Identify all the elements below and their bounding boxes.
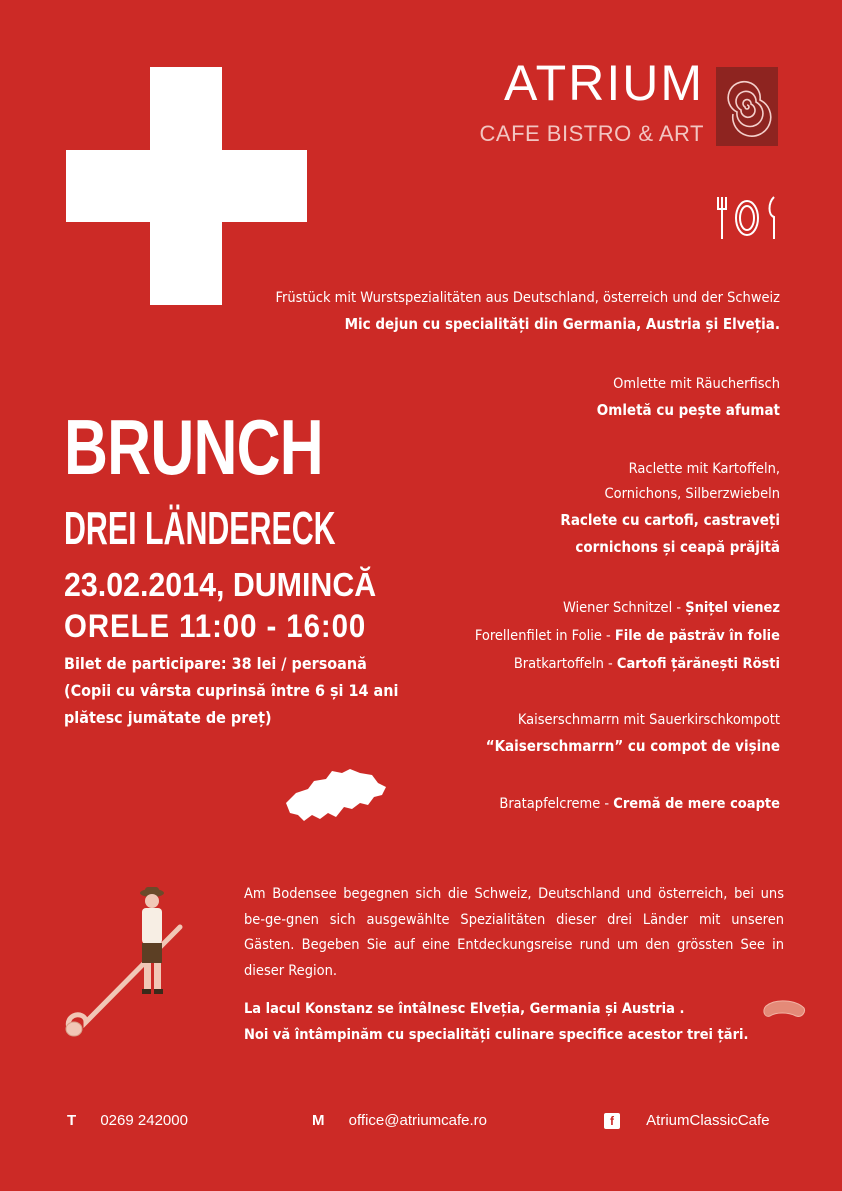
sausage-icon — [762, 996, 808, 1029]
menu-item-de: Kaiserschmarrn mit Sauerkirschkompott — [517, 712, 780, 728]
footer-email — [312, 1111, 487, 1131]
menu-item-de: Cornichons, Silberzwiebeln — [604, 486, 780, 502]
facebook-icon: f — [604, 1113, 620, 1129]
ticket-price: Bilet de participare: 38 lei / persoană — [64, 654, 367, 673]
about-text-de: Am Bodensee begegnen sich die Schweiz, Deutschland und österreich, bei uns be-ge-gnen sich ausgewählte Spezialitäten dieser drei Länder mit unseren Gästen. Begeben Sie auf eine Entdeckungsreise rund um den grössten See in dieser Region. — [244, 886, 784, 979]
menu-item-de: Früstück mit Wurstspezialitäten aus Deutschland, österreich und der Schweiz — [275, 290, 780, 306]
facebook-link[interactable]: AtriumClassicCafe — [646, 1112, 770, 1129]
alphorn-player-icon — [60, 885, 190, 1050]
menu-breakfast — [260, 286, 780, 338]
email-link[interactable]: office@atriumcafe.ro — [348, 1112, 488, 1129]
children-note: (Copii cu vârsta cuprinsă între 6 și 14 ani plătesc jumătate de preț) — [64, 681, 399, 727]
menu-item-de: Bratkartoffeln - — [513, 656, 617, 672]
menu-item-ro — [260, 733, 780, 760]
menu-item-de: Forellenfilet in Folie - — [474, 628, 615, 644]
spiral-logo-icon — [716, 67, 778, 146]
event-hours: ORELE 11:00 - 16:00 — [64, 608, 367, 644]
about-text-ro — [244, 997, 784, 1048]
menu-item-de: Bratapfelcreme - — [499, 796, 614, 812]
event-title: BRUNCH — [64, 403, 323, 491]
event-ticket-info — [64, 650, 404, 731]
menu-item-ro: cornichons și ceapă prăjită — [575, 538, 780, 556]
menu-item-de: Wiener Schnitzel - — [562, 600, 686, 616]
menu-item-de: Omlette mit Räucherfisch — [613, 376, 780, 392]
event-date: 23.02.2014, DUMINCĂ — [64, 566, 377, 603]
footer-facebook — [604, 1111, 770, 1131]
menu-item-ro-rest: cu compot de vișine — [623, 737, 780, 755]
menu-item-ro: Raclete cu cartofi, castraveți — [560, 511, 780, 529]
switzerland-map-icon — [282, 765, 390, 830]
menu-raclette — [260, 457, 780, 561]
menu-omelette — [260, 372, 780, 424]
cutlery-icon — [714, 195, 782, 246]
logo-name: ATRIUM — [504, 55, 704, 111]
menu-item-ro: Șnițel vienez — [685, 600, 780, 616]
menu-item-ro: Cartofi țărănești Rösti — [616, 656, 780, 672]
menu-item-ro: File de păstrăv în folie — [614, 628, 780, 644]
event-subtitle: DREI LÄNDERECK — [64, 502, 336, 554]
about-ro-line: Noi vă întâmpinăm cu specialități culinare specifice acestor trei țări. — [244, 1026, 749, 1043]
menu-item-ro: Cremă de mere coapte — [613, 796, 780, 812]
logo-tagline: CAFE BISTRO & ART — [479, 121, 704, 146]
phone-number[interactable]: 0269 242000 — [100, 1112, 188, 1129]
swiss-cross-horizontal — [66, 150, 307, 222]
menu-item-de: Raclette mit Kartoffeln, — [628, 461, 780, 477]
mail-label: M — [312, 1112, 325, 1129]
footer-phone — [67, 1111, 188, 1131]
menu-item-ro-name: “Kaiserschmarrn” — [485, 737, 624, 755]
phone-label: T — [67, 1112, 77, 1129]
about-ro-line: La lacul Konstanz se întâlnesc Elveția, Germania și Austria . — [244, 1001, 685, 1017]
menu-item-ro: Mic dejun cu specialități din Germania, Austria și Elveția. — [344, 315, 780, 333]
menu-item-ro: Omletă cu pește afumat — [596, 401, 780, 419]
